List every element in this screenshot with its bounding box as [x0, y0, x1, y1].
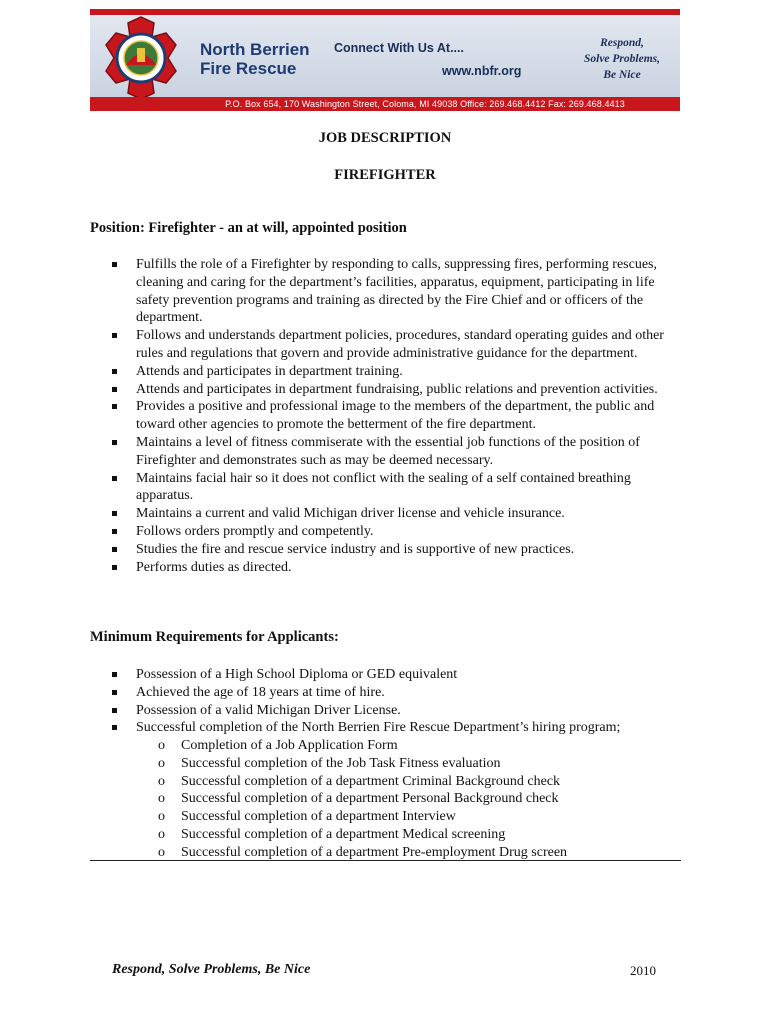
duties-list: [90, 256, 690, 576]
sub-marker: o: [158, 844, 165, 860]
list-item: Maintains a current and valid Michigan driver license and vehicle insurance.: [90, 505, 690, 523]
sub-marker: o: [158, 826, 165, 842]
list-item: [90, 790, 690, 808]
footer-year: 2010: [630, 963, 656, 978]
list-item: Follows and understands department policies, procedures, standard operating guides and other rules and regulations that govern and provide administrative guidance for the department.: [90, 327, 690, 363]
sub-item-text: Successful completion of a department Personal Background check: [181, 791, 559, 807]
sub-requirements-list: [90, 737, 690, 862]
footer-motto: Respond, Solve Problems, Be Nice: [112, 962, 311, 977]
sub-item-text: Completion of a Job Application Form: [181, 738, 398, 753]
organization-name: [200, 40, 310, 78]
sub-item-text: Successful completion of a department Criminal Background check: [181, 773, 561, 789]
list-item: [90, 755, 690, 773]
list-item: [90, 826, 690, 844]
sub-marker: o: [158, 755, 165, 771]
connect-text: Connect With Us At....: [334, 41, 464, 55]
address-bar: P.O. Box 654, 170 Washington Street, Coloma, MI 49038 Office: 269.468.4412 Fax: 269.468.4413: [90, 97, 680, 111]
website-link[interactable]: www.nbfr.org: [442, 64, 522, 78]
fire-rescue-logo-icon: [96, 13, 186, 103]
sub-marker: o: [158, 773, 165, 789]
sub-marker: o: [158, 809, 165, 825]
position-label: Position: [90, 220, 140, 236]
sub-item-text: Successful completion of the Job Task Fitness evaluation: [181, 755, 501, 771]
sub-item-text: Successful completion of a department Pre-employment Drug screen: [181, 844, 568, 860]
list-item: Attends and participates in department fundraising, public relations and prevention activities.: [90, 381, 690, 399]
footer-divider: [90, 860, 681, 861]
list-item: Provides a positive and professional image to the members of the department, the public and toward other agencies to promote the betterment of the fire department.: [90, 398, 690, 434]
position-value: : Firefighter - an at will, appointed position: [139, 220, 407, 236]
motto-line2: Solve Problems,: [583, 53, 661, 65]
list-item: Maintains a level of fitness commiserate with the essential job functions of the position of Firefighter and demonstrates such as may be deemed necessary.: [90, 434, 690, 470]
sub-marker: o: [158, 738, 165, 753]
list-item: [90, 737, 690, 755]
requirements-list: [90, 666, 690, 737]
document-title: JOB DESCRIPTION: [318, 130, 452, 146]
list-item: [90, 844, 690, 862]
list-item: Possession of a valid Michigan Driver License.: [90, 702, 690, 720]
list-item: [90, 808, 690, 826]
list-item: Possession of a High School Diploma or GED equivalent: [90, 666, 690, 684]
list-item: Studies the fire and rescue service industry and is supportive of new practices.: [90, 541, 690, 559]
list-item: [90, 773, 690, 791]
letterhead-banner: [90, 9, 680, 111]
list-item: Achieved the age of 18 years at time of hire.: [90, 684, 690, 702]
org-name-line2: Fire Rescue: [200, 59, 297, 78]
list-item: Successful completion of the North Berrien Fire Rescue Department’s hiring program;: [90, 719, 690, 737]
motto-line1: Respond,: [600, 37, 644, 49]
sub-item-text: Successful completion of a department Medical screening: [181, 826, 506, 842]
sub-item-text: Successful completion of a department Interview: [181, 809, 456, 825]
banner-motto: [572, 35, 672, 83]
requirements-heading: Minimum Requirements for Applicants:: [90, 629, 339, 645]
list-item: Maintains facial hair so it does not conflict with the sealing of a self contained breathing apparatus.: [90, 470, 690, 506]
list-item: Fulfills the role of a Firefighter by responding to calls, suppressing fires, performing rescues, cleaning and caring for the department’s facilities, apparatus, equipment, participating in life safety prevention programs and training as directed by the Fire Chief and or officers of the department.: [90, 256, 690, 327]
list-item: Performs duties as directed.: [90, 559, 690, 577]
position-heading: [90, 220, 407, 237]
list-item: Attends and participates in department training.: [90, 363, 690, 381]
motto-line3: Be Nice: [603, 69, 641, 81]
sub-marker: o: [158, 791, 165, 807]
list-item: Follows orders promptly and competently.: [90, 523, 690, 541]
org-name-line1: North Berrien: [200, 40, 310, 59]
document-subtitle: FIREFIGHTER: [334, 167, 436, 183]
